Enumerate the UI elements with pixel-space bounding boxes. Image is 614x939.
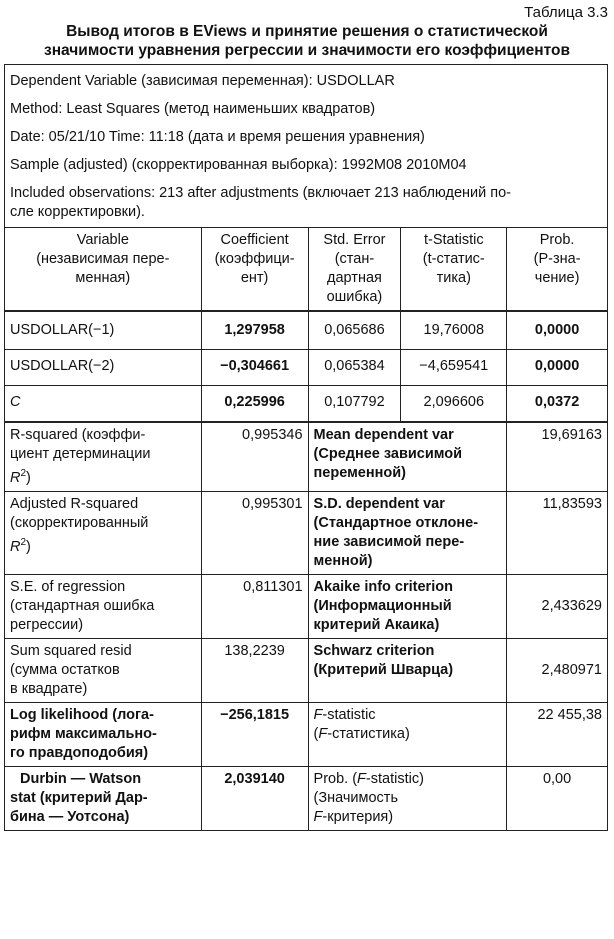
stat-value-mean-dependent: 19,69163 bbox=[507, 422, 608, 491]
coef-se: 0,065686 bbox=[308, 311, 401, 350]
coef-p: 0,0000 bbox=[507, 311, 608, 350]
coef-se: 0,107792 bbox=[308, 386, 401, 423]
stat-label-prob-f: Prob. (F-statistic) (Значимость F-критерия) bbox=[308, 766, 507, 830]
stat-label-schwarz: Schwarz criterion (Критерий Шварца) bbox=[308, 638, 507, 702]
eviews-output-table bbox=[4, 64, 608, 831]
header-t-statistic: t-Statistic (t-статис- тика) bbox=[401, 228, 507, 312]
method: Method: Least Squares (метод наименьших квадратов) bbox=[10, 101, 376, 117]
stat-value-log-likelihood: −256,1815 bbox=[201, 702, 308, 766]
stat-label-mean-dependent: Mean dependent var (Среднее зависимой переменной) bbox=[308, 422, 507, 491]
stat-label-f-statistic: F-statistic (F-статистика) bbox=[308, 702, 507, 766]
stat-label-ssr: Sum squared resid (сумма остатков в квадрате) bbox=[5, 638, 202, 702]
stat-label-rsquared: R-squared (коэффи- циент детерминации $R^2$) bbox=[5, 422, 202, 491]
included-observations: Included observations: 213 after adjustments (включает 213 наблюдений по- сле корректировки). bbox=[10, 185, 511, 220]
coef-t: −4,659541 bbox=[401, 350, 507, 386]
coef-row bbox=[5, 311, 608, 350]
coef-p: 0,0000 bbox=[507, 350, 608, 386]
coef-variable: C bbox=[5, 386, 202, 423]
stat-label-sd-dependent: S.D. dependent var (Стандартное отклоне- ние зависимой пере- менной) bbox=[308, 491, 507, 574]
stat-value-f-statistic: 22 455,38 bbox=[507, 702, 608, 766]
stats-row bbox=[5, 638, 608, 702]
header-prob: Prob. (P-зна- чение) bbox=[507, 228, 608, 312]
coef-row bbox=[5, 350, 608, 386]
title-line-2: значимости уравнения регрессии и значимости его коэффициентов bbox=[43, 42, 571, 59]
header-coefficient: Coefficient (коэффици- ент) bbox=[201, 228, 308, 312]
stats-row bbox=[5, 422, 608, 491]
coef-variable: USDOLLAR(−2) bbox=[5, 350, 202, 386]
stat-value-ssr: 138,2239 bbox=[201, 638, 308, 702]
coef-p: 0,0372 bbox=[507, 386, 608, 423]
stat-label-log-likelihood: Log likelihood (лога- рифм максимально- го правдоподобия) bbox=[5, 702, 202, 766]
header-std-error: Std. Error (стан- дартная ошибка) bbox=[308, 228, 401, 312]
stat-value-durbin-watson: 2,039140 bbox=[201, 766, 308, 830]
table-title bbox=[0, 22, 614, 60]
stats-row bbox=[5, 702, 608, 766]
stat-value-rsquared: 0,995346 bbox=[201, 422, 308, 491]
coef-t: 19,76008 bbox=[401, 311, 507, 350]
stat-label-durbin-watson: Durbin — Watson stat (критерий Дар- бина — Уотсона) bbox=[5, 766, 202, 830]
stat-value-schwarz: 2,480971 bbox=[507, 638, 608, 702]
stat-value-se-regression: 0,811301 bbox=[201, 574, 308, 638]
coef-t: 2,096606 bbox=[401, 386, 507, 423]
stat-label-akaike: Akaike info criterion (Информационный критерий Акаика) bbox=[308, 574, 507, 638]
table-caption: Таблица 3.3 bbox=[524, 4, 608, 21]
stats-row bbox=[5, 491, 608, 574]
stat-value-akaike: 2,433629 bbox=[507, 574, 608, 638]
coef-value: 0,225996 bbox=[201, 386, 308, 423]
coef-value: 1,297958 bbox=[201, 311, 308, 350]
coef-value: −0,304661 bbox=[201, 350, 308, 386]
sample: Sample (adjusted) (скорректированная выборка): 1992M08 2010M04 bbox=[10, 157, 467, 173]
coef-se: 0,065384 bbox=[308, 350, 401, 386]
header-row bbox=[5, 228, 608, 312]
date-time: Date: 05/21/10 Time: 11:18 (дата и время решения уравнения) bbox=[10, 129, 425, 145]
stat-label-adj-rsquared: Adjusted R-squared (скорректированный $R^2$) bbox=[5, 491, 202, 574]
title-line-1: Вывод итогов в EViews и принятие решения о статистической bbox=[66, 23, 548, 40]
stat-value-sd-dependent: 11,83593 bbox=[507, 491, 608, 574]
coef-row bbox=[5, 386, 608, 423]
dependent-variable: Dependent Variable (зависимая переменная): USDOLLAR bbox=[10, 73, 395, 89]
stat-value-prob-f: 0,00 bbox=[507, 766, 608, 830]
regression-info-block bbox=[5, 65, 608, 228]
stat-label-se-regression: S.E. of regression (стандартная ошибка регрессии) bbox=[5, 574, 202, 638]
coef-variable: USDOLLAR(−1) bbox=[5, 311, 202, 350]
stats-row bbox=[5, 766, 608, 830]
stats-row bbox=[5, 574, 608, 638]
stat-value-adj-rsquared: 0,995301 bbox=[201, 491, 308, 574]
header-variable: Variable (независимая пере- менная) bbox=[5, 228, 202, 312]
